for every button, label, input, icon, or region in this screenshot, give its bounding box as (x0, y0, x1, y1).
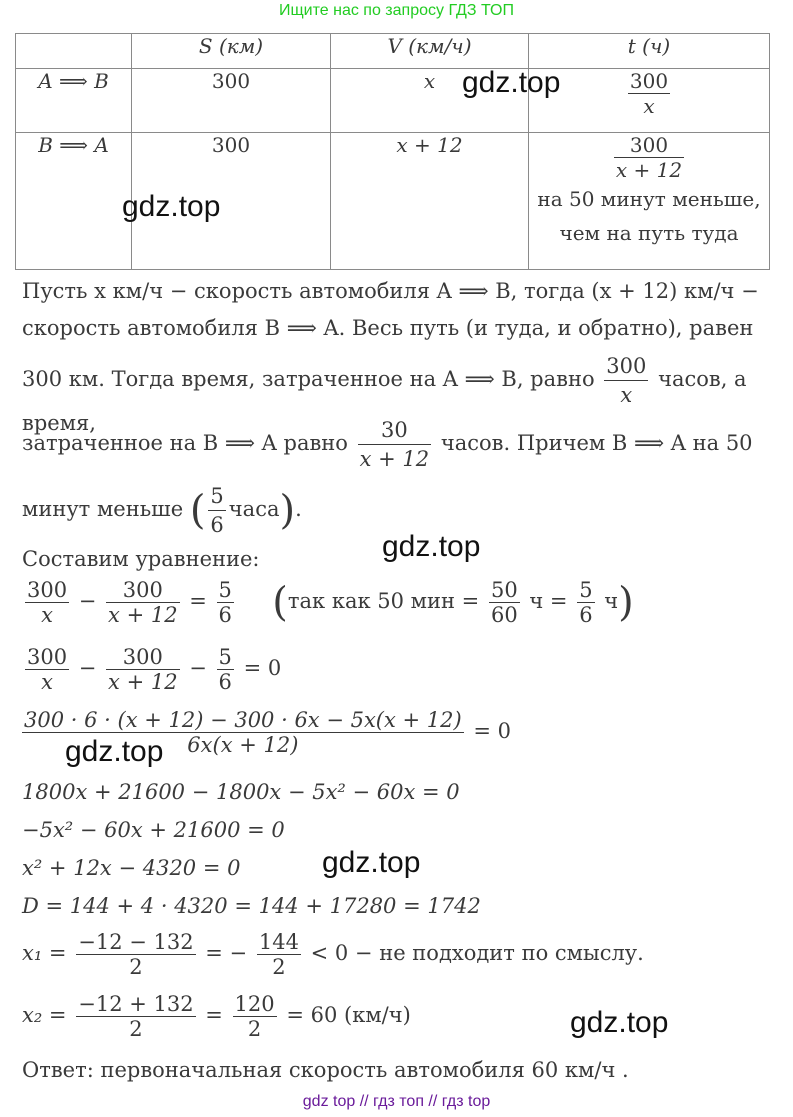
table-row1-v: x (331, 69, 529, 133)
text-line-1: Пусть x км/ч − скорость автомобиля A ⟹ B, тогда (x + 12) км/ч − (22, 279, 759, 303)
table-row2-label: B ⟹ A (16, 133, 132, 270)
equation-6: x² + 12x − 4320 = 0 (22, 856, 241, 880)
watermark: gdz.top (382, 530, 481, 563)
watermark: gdz.top (462, 66, 561, 99)
table-row2-note2: чем на путь туда (559, 221, 739, 245)
watermark: gdz.top (122, 190, 221, 223)
equation-4: 1800x + 21600 − 1800x − 5x² − 60x = 0 (22, 780, 460, 804)
table-header-s: S (км) (132, 34, 331, 69)
table-header-t: t (ч) (529, 34, 770, 69)
equation-1: $\frac{300}{x}$ − $\frac{300}{x + 12}$ = $\frac{5}{6}$ (так как 50 мин = $\frac{50}{60}$ ч = $\frac{5}{6}$ ч) (27, 578, 634, 627)
data-table (15, 33, 770, 270)
equation-5: −5x² − 60x + 21600 = 0 (22, 818, 285, 842)
top-banner: Ищите нас по запросу ГДЗ ТОП (279, 2, 514, 19)
answer-line: Ответ: первоначальная скорость автомобиля 60 км/ч . (22, 1058, 629, 1082)
watermark: gdz.top (570, 1006, 669, 1039)
table-row2-t: $\frac{300}{x + 12}$ на 50 минут меньше, чем на путь туда (529, 133, 770, 270)
table-row2-note1: на 50 минут меньше, (537, 187, 761, 211)
table-row1-label: A ⟹ B (16, 69, 132, 133)
text-line-3: 300 км. Тогда время, затраченное на A ⟹ B, равно $\frac{300}{x}$ часов, а время, (22, 354, 747, 435)
watermark: gdz.top (65, 735, 164, 768)
text-line-4: затраченное на B ⟹ A равно $\frac{30}{x + 12}$ часов. Причем B ⟹ A на 50 (22, 418, 753, 471)
table-row2-s: 300 (132, 133, 331, 270)
watermark: gdz.top (322, 846, 421, 879)
text-line-6: Составим уравнение: (22, 547, 260, 571)
text-line-2: скорость автомобиля B ⟹ A. Весь путь (и туда, и обратно), равен (22, 316, 754, 340)
equation-3: $\frac{300 \cdot 6 \cdot (x + 12) - 300 \cdot 6x - 5x(x + 12)}{6x(x + 12)}$ = 0 (24, 708, 512, 757)
equation-9: x₂ = $\frac{-12 + 132}{2}$ = $\frac{120}{2}$ = 60 (км/ч) (22, 992, 411, 1041)
equation-7: D = 144 + 4 · 4320 = 144 + 17280 = 1742 (22, 894, 481, 918)
table-row1-t: $\frac{300}{x}$ (529, 69, 770, 133)
table-row2-v: x + 12 (331, 133, 529, 270)
equation-2: $\frac{300}{x}$ − $\frac{300}{x + 12}$ − $\frac{5}{6}$ = 0 (27, 645, 282, 694)
text-line-5: минут меньше ( $\frac{5}{6}$ часа). (22, 484, 302, 537)
table-row1-s: 300 (132, 69, 331, 133)
table-header-empty (16, 34, 132, 69)
table-header-v: V (км/ч) (331, 34, 529, 69)
equation-8: x₁ = $\frac{-12 - 132}{2}$ = − $\frac{144}{2}$ < 0 − не подходит по смыслу. (22, 930, 644, 979)
footer-links: gdz top // гдз топ // гдз top (302, 1093, 491, 1110)
